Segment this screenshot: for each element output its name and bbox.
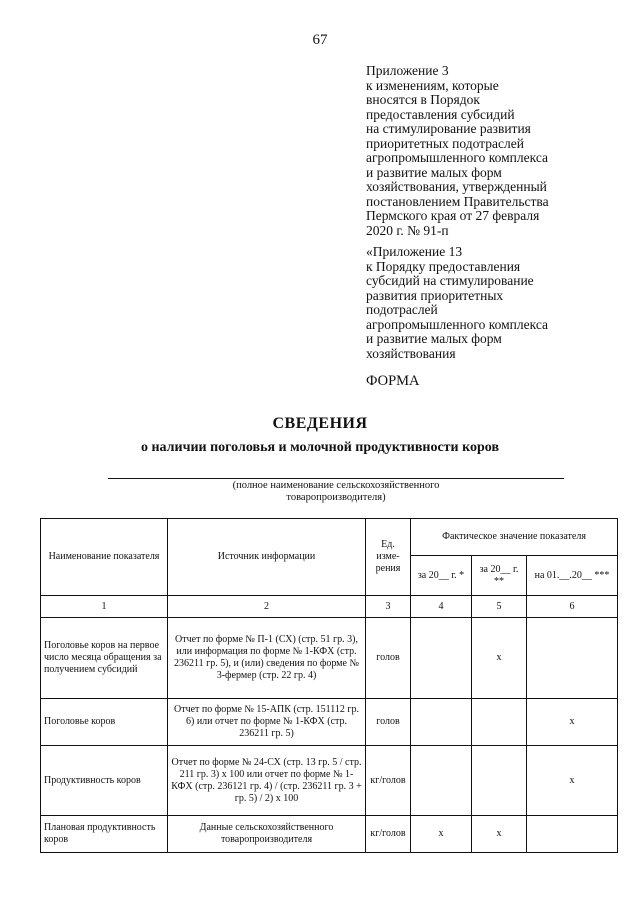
column-number: 6 <box>527 596 618 618</box>
appendix-13-line: «Приложение 13 <box>366 244 463 259</box>
appendix-13-line: к Порядку предоставления <box>366 258 521 274</box>
column-number: 3 <box>366 596 411 618</box>
appendix-3-line: к изменениям, которые <box>366 77 499 93</box>
appendix-3-line: Приложение 3 <box>366 63 449 78</box>
column-number: 5 <box>472 596 527 618</box>
header-source: Источник информации <box>168 519 366 596</box>
row-value <box>527 816 618 853</box>
row-unit: кг/голов <box>366 816 411 853</box>
row-value: x <box>527 699 618 746</box>
appendix-13-line: агропромышленного комплекса <box>366 316 548 332</box>
header-unit: Ед. изме- рения <box>366 519 411 596</box>
column-number: 2 <box>168 596 366 618</box>
row-value <box>411 746 472 816</box>
document-title: СВЕДЕНИЯ <box>272 415 368 432</box>
header-year-1: за 20__ г. * <box>411 556 472 596</box>
column-number: 1 <box>41 596 168 618</box>
appendix-3-line: Пермского края от 27 февраля <box>366 208 540 223</box>
producer-name-line <box>108 478 564 479</box>
appendix-13-header <box>366 245 616 361</box>
appendix-13-line: и развитие малых форм <box>366 331 502 346</box>
header-year-2: за 20__ г. ** <box>472 556 527 596</box>
table-row <box>41 699 618 746</box>
row-source: Отчет по форме № П-1 (СХ) (стр. 51 гр. 3), или информация по форме № 1-КФХ (стр. 236211 гр. 5), и (или) сведения по форме № 3-фермер (стр. 22 гр. 4) <box>168 618 366 699</box>
appendix-13-line: субсидий на стимулирование <box>366 273 534 288</box>
appendix-13-line: хозяйствования <box>366 345 456 361</box>
caption-line: (полное наименование сельскохозяйственного <box>232 480 440 491</box>
row-unit: кг/голов <box>366 746 411 816</box>
row-value <box>527 618 618 699</box>
appendix-3-line: постановлением Правительства <box>366 193 549 209</box>
caption-line: товаропроизводителя) <box>286 492 386 503</box>
appendix-3-line: вносятся в Порядок <box>366 92 480 107</box>
appendix-3-line: 2020 г. № 91-п <box>366 222 449 238</box>
appendix-3-header <box>366 64 616 238</box>
table-row <box>41 618 618 699</box>
column-number: 4 <box>411 596 472 618</box>
appendix-3-line: предоставления субсидий <box>366 106 515 122</box>
row-value: x <box>472 618 527 699</box>
header-name: Наименование показателя <box>41 519 168 596</box>
header-actual-value: Фактическое значение показателя <box>411 519 618 556</box>
appendix-3-line: и развитие малых форм <box>366 164 502 180</box>
row-name: Поголовье коров <box>41 699 168 746</box>
row-value: x <box>411 816 472 853</box>
table-row <box>41 746 618 816</box>
table-row <box>41 816 618 853</box>
producer-name-caption <box>108 480 564 504</box>
row-value: x <box>472 816 527 853</box>
row-value: x <box>527 746 618 816</box>
row-name: Поголовье коров на первое число месяца обращения за получением субсидий <box>41 618 168 699</box>
row-value <box>411 699 472 746</box>
row-source: Отчет по форме № 15-АПК (стр. 151112 гр. 6) или отчет по форме № 1-КФХ (стр. 236211 гр. 5) <box>168 699 366 746</box>
appendix-3-line: на стимулирование развития <box>366 121 531 136</box>
appendix-13-line: подотраслей <box>366 302 438 317</box>
indicators-table <box>40 518 618 853</box>
appendix-13-line: развития приоритетных <box>366 287 504 303</box>
form-label: ФОРМА <box>366 373 420 389</box>
row-value <box>472 746 527 816</box>
row-source: Отчет по форме № 24-СХ (стр. 13 гр. 5 / стр. 211 гр. 3) x 100 или отчет по форме № 1-КФХ (стр. 236121 гр. 4) / (стр. 236211 гр. 3 + гр. 5) / 2) x 100 <box>168 746 366 816</box>
page-number: 67 <box>312 32 328 48</box>
row-value <box>472 699 527 746</box>
header-date: на 01.__.20__ *** <box>527 556 618 596</box>
document-subtitle: о наличии поголовья и молочной продуктивности коров <box>140 440 500 455</box>
row-name: Плановая продуктивность коров <box>41 816 168 853</box>
row-source: Данные сельскохозяйственного товаропроизводителя <box>168 816 366 853</box>
appendix-3-line: агропромышленного комплекса <box>366 150 548 165</box>
row-unit: голов <box>366 618 411 699</box>
appendix-3-line: хозяйствования, утвержденный <box>366 179 547 194</box>
row-name: Продуктивность коров <box>41 746 168 816</box>
appendix-3-line: приоритетных подотраслей <box>366 135 524 151</box>
row-unit: голов <box>366 699 411 746</box>
row-value <box>411 618 472 699</box>
